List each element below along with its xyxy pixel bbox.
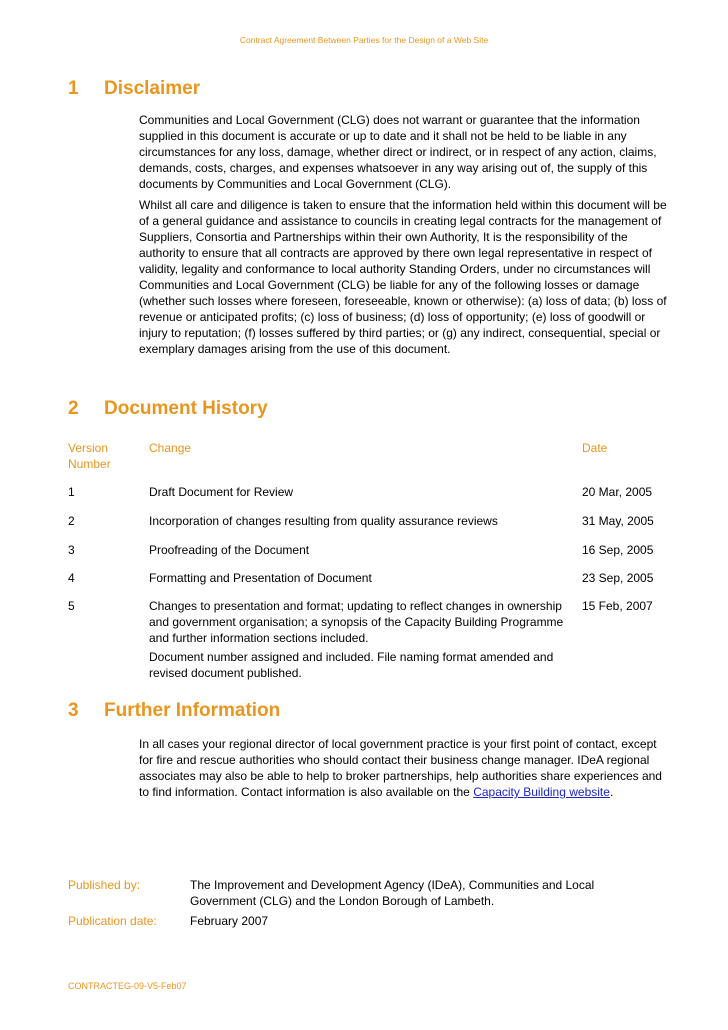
table-row	[68, 570, 668, 586]
further-information-paragraph	[139, 736, 669, 800]
row-version: 5	[68, 599, 75, 613]
section-title: Document History	[104, 398, 268, 419]
section-heading-disclaimer	[68, 78, 200, 100]
row-date: 15 Feb, 2007	[582, 599, 653, 613]
row-version: 4	[68, 571, 75, 585]
row-date: 20 Mar, 2005	[582, 485, 653, 499]
section-number: 1	[68, 78, 79, 99]
further-information-end: .	[609, 785, 614, 799]
capacity-building-link[interactable]: Capacity Building website	[473, 785, 610, 799]
publication-date-row	[68, 913, 668, 929]
row-date: 31 May, 2005	[582, 514, 654, 528]
section-number: 3	[68, 700, 79, 721]
row-change: Proofreading of the Document	[149, 543, 310, 557]
publication-date-label: Publication date:	[68, 914, 157, 928]
row-change-note: Document number assigned and included. File naming format amended and revised document published.	[149, 650, 554, 680]
column-header-change: Change	[149, 441, 192, 455]
row-date: 16 Sep, 2005	[582, 543, 654, 557]
document-code-footer: CONTRACTEG-09-V5-Feb07	[68, 981, 187, 991]
publication-date-value: February 2007	[190, 914, 269, 928]
row-change: Draft Document for Review	[149, 485, 294, 499]
table-row	[68, 598, 668, 678]
disclaimer-paragraph-2: Whilst all care and diligence is taken to ensure that the information held within this document will be of a general guidance and assistance to councils in creating legal contracts for the management of Suppliers, Consortia and Partnerships within their own Authority, It is the responsibility of the authority to ensure that all contracts are approved by there own legal representative in respect of validity, legality and conformance to local authority Standing Orders, under no circumstances will Communities and Local Government (CLG) be liable for any of the following losses or damage (whether such losses where foreseen, foreseeable, known or otherwise): (a) loss of data; (b) loss of revenue or anticipated profits; (c) loss of business; (d) loss of opportunity; (e) loss of goodwill or injury to reputation; (f) losses suffered by third parties; or (g) any indirect, consequential, special or exemplary damages arising from the use of this document.	[139, 198, 667, 356]
row-change: Formatting and Presentation of Document	[149, 571, 372, 585]
published-by-row	[68, 877, 668, 909]
published-by-label: Published by:	[68, 878, 141, 892]
table-row	[68, 484, 668, 500]
page-header: Contract Agreement Between Parties for the Design of a Web Site	[239, 35, 489, 45]
row-version: 3	[68, 543, 75, 557]
history-table-header	[68, 440, 668, 472]
column-header-date: Date	[582, 441, 608, 455]
row-change: Incorporation of changes resulting from quality assurance reviews	[149, 514, 498, 528]
section-title: Further Information	[104, 700, 281, 721]
row-change: Changes to presentation and format; updating to reflect changes in ownership and government organisation; a synopsis of the Capacity Building Programme and further information sections included.	[149, 599, 564, 645]
section-heading-history	[68, 398, 268, 420]
further-information-text: In all cases your regional director of local government practice is your first point of contact, except for fire and rescue authorities who should contact their business change manager. IDeA regional associates may also be able to help to broker partnerships, help authorities share experiences and to find information. Contact information is also available on the	[139, 737, 662, 799]
table-row	[68, 542, 668, 558]
section-title: Disclaimer	[104, 78, 201, 99]
published-by-value: The Improvement and Development Agency (IDeA), Communities and Local Government (CLG) and the London Borough of Lambeth.	[190, 878, 595, 908]
column-header-version: Version Number	[68, 441, 111, 471]
row-version: 1	[68, 485, 75, 499]
row-version: 2	[68, 514, 75, 528]
table-row	[68, 513, 668, 529]
section-heading-further-information	[68, 700, 280, 722]
row-date: 23 Sep, 2005	[582, 571, 654, 585]
disclaimer-paragraph-1: Communities and Local Government (CLG) does not warrant or guarantee that the information supplied in this document is accurate or up to date and it shall not be held to be liable in any circumstances for any loss, damage, whether direct or indirect, or in respect of any action, claims, demands, costs, charges, and expenses whatsoever in any way arising out of, the supply of this documents by Communities and Local Government (CLG).	[139, 113, 657, 191]
section-number: 2	[68, 398, 79, 419]
